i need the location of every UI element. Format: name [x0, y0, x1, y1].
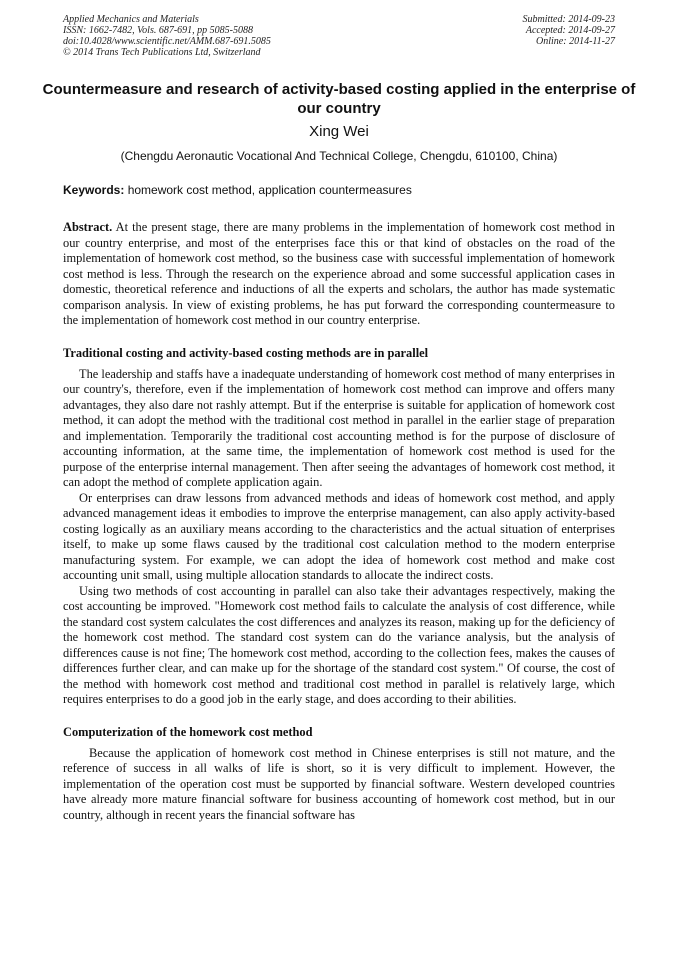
paper-body: [63, 220, 615, 823]
paragraph: The leadership and staffs have a inadequate understanding of homework cost method of many enterprises in our country's, therefore, even if the implementation of homework cost method can improve and offers many advantages, they also dare not rashly attempt. But if the enterprise is suitable for application of homework cost method, it can adopt the method with the traditional cost method in parallel in the earlier stage of preparation and implementation. Temporarily the traditional cost accounting method is for the purpose of disclosure of accounting information, at the same time, the implementation of homework cost method is used for the purpose of the enterprise internal management. Then after seeing the advantages of homework cost method, it can adopt the method of complete application again.: [63, 366, 615, 489]
author-affiliation: (Chengdu Aeronautic Vocational And Technical College, Chengdu, 610100, China): [120, 149, 558, 163]
journal-header-left: [63, 14, 271, 58]
abstract-label: Abstract.: [63, 220, 113, 234]
paragraph: Because the application of homework cost method in Chinese enterprises is still not mature, and the reference of success in all walks of life is short, so it is very difficult to implement. However, the implementation of the operation cost must be supported by financial software. Western developed countries have already more mature financial software for business accounting of homework cost method, but in our country, although in recent years the financial software has: [63, 745, 615, 822]
keywords-label: Keywords:: [63, 183, 125, 197]
abstract: [63, 220, 615, 329]
keywords: [63, 183, 615, 198]
issn-line: ISSN: 1662-7482, Vols. 687-691, pp 5085-5088: [63, 25, 253, 36]
paragraph: Or enterprises can draw lessons from advanced methods and ideas of homework cost method, and apply advanced management ideas it embodies to improve the enterprise management, can also apply activity-based costing logically as an auxiliary means according to the characteristics and the actual situation of enterprises itself, to make up some flaws caused by the traditional cost calculation method to the modern enterprise manufacturing system. For example, we can adopt the idea of homework cost method and make cost accounting unit small, using multiple allocation standards to allocate the indirect costs.: [63, 490, 615, 582]
journal-header-right: [523, 14, 616, 47]
copyright-line: © 2014 Trans Tech Publications Ltd, Switzerland: [63, 47, 261, 58]
journal-name: Applied Mechanics and Materials: [63, 14, 199, 25]
paper-title: Countermeasure and research of activity-based costing applied in the enterprise of our country: [42, 81, 636, 117]
section-heading-computerization: Computerization of the homework cost method: [63, 724, 313, 739]
author-name: Xing Wei: [309, 123, 369, 140]
doi-line: doi:10.4028/www.scientific.net/AMM.687-691.5085: [63, 36, 271, 47]
keywords-text: homework cost method, application countermeasures: [124, 183, 412, 197]
section-heading-parallel: Traditional costing and activity-based costing methods are in parallel: [63, 345, 429, 360]
submitted-date: Submitted: 2014-09-23: [522, 14, 615, 25]
abstract-text: At the present stage, there are many problems in the implementation of homework cost method in our country enterprise, and most of the enterprises face this or that kind of obstacles on the road of the implementation of homework cost method, so the business case with successful implementation of homework cost method is less. Through the research on the experience abroad and some successful application cases in domestic, theoretical reference and inductions of all the experts and scholars, the author has made systematic comparison analysis. In view of existing problems, he has put forward the corresponding countermeasure to the implementation of homework cost method in our country enterprise.: [63, 220, 615, 327]
accepted-date: Accepted: 2014-09-27: [525, 25, 615, 36]
paragraph: Using two methods of cost accounting in parallel can also take their advantages respectively, making the cost accounting be improved. "Homework cost method fails to calculate the analysis of cost difference, while the standard cost system calculates the cost differences and analyzes its reason, making up for the deficiency of the homework cost method. The standard cost system can do the variance analysis, but the analysis of differences cause is not fine; The homework cost method, according to the collection fees, makes the causes of differences further clear, and can make up for the shortage of the standard cost system." Of course, the cost of the method with homework cost method and traditional cost method in parallel is relatively large, which requires enterprises to do a good job in the early stage, and does according to their abilities.: [63, 583, 615, 706]
online-date: Online: 2014-11-27: [536, 36, 615, 47]
